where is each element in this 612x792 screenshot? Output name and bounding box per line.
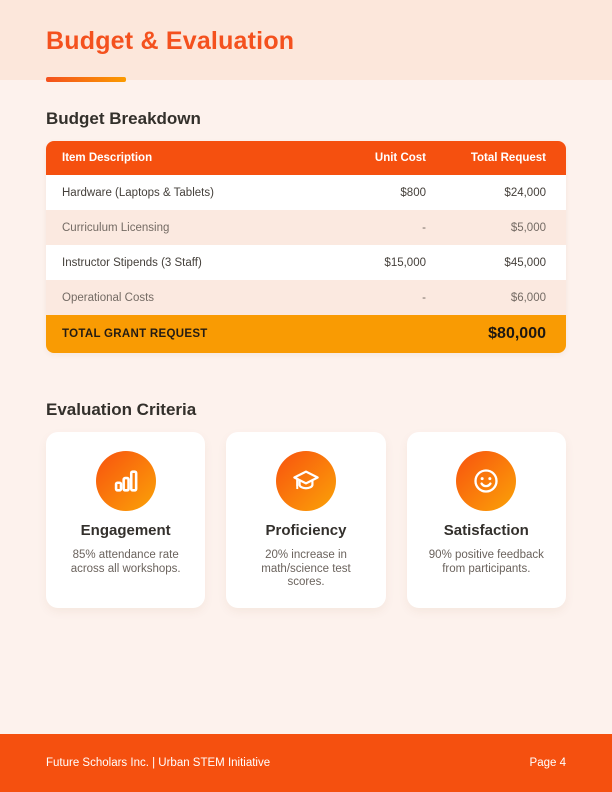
bar-chart-icon [112,467,140,495]
proficiency-icon-circle [276,451,336,511]
page-content [0,80,612,608]
table-row [46,280,566,315]
card-description: 85% attendance rate across all workshops. [70,549,181,575]
evaluation-section-heading: Evaluation Criteria [46,400,197,419]
table-row [46,210,566,245]
engagement-icon-circle [96,451,156,511]
cell-total: $45,000 [504,256,546,269]
cell-unit-cost: $800 [400,186,426,199]
cell-total: $5,000 [510,221,546,234]
cell-item: Hardware (Laptops & Tablets) [62,186,214,199]
page-footer [0,734,612,792]
card-title: Engagement [80,522,171,539]
cell-item: Operational Costs [62,291,155,304]
table-row [46,245,566,280]
satisfaction-card [407,432,566,608]
cell-item: Curriculum Licensing [62,221,170,234]
footer-organization: Future Scholars Inc. | Urban STEM Initiative [46,757,271,769]
total-label: TOTAL GRANT REQUEST [62,328,208,340]
title-accent-bar [46,77,126,82]
cell-total: $6,000 [510,291,546,304]
page-header [0,0,612,80]
table-header-row [46,141,566,175]
column-header-total-request: Total Request [470,152,546,164]
card-description: 20% increase in math/science test scores. [261,549,351,589]
proficiency-card [226,432,385,608]
card-description: 90% positive feedback from participants. [428,549,544,575]
smiley-icon [472,467,500,495]
card-title: Satisfaction [443,522,529,539]
page-number: Page 4 [529,757,566,769]
satisfaction-icon-circle [456,451,516,511]
cell-item: Instructor Stipends (3 Staff) [62,256,202,269]
cell-unit-cost: $15,000 [384,256,426,269]
graduation-cap-icon [292,467,320,495]
column-header-unit-cost: Unit Cost [374,152,426,164]
total-value: $80,000 [488,325,546,342]
column-header-item-description: Item Description [62,152,153,164]
evaluation-cards [46,432,566,608]
table-total-row [46,315,566,353]
cell-total: $24,000 [504,186,546,199]
page-title: Budget & Evaluation [46,27,295,55]
engagement-card [46,432,205,608]
budget-table [46,141,566,353]
table-row [46,175,566,210]
cell-unit-cost: - [422,221,426,234]
card-title: Proficiency [265,522,347,539]
budget-section-heading: Budget Breakdown [46,109,201,128]
cell-unit-cost: - [422,291,426,304]
